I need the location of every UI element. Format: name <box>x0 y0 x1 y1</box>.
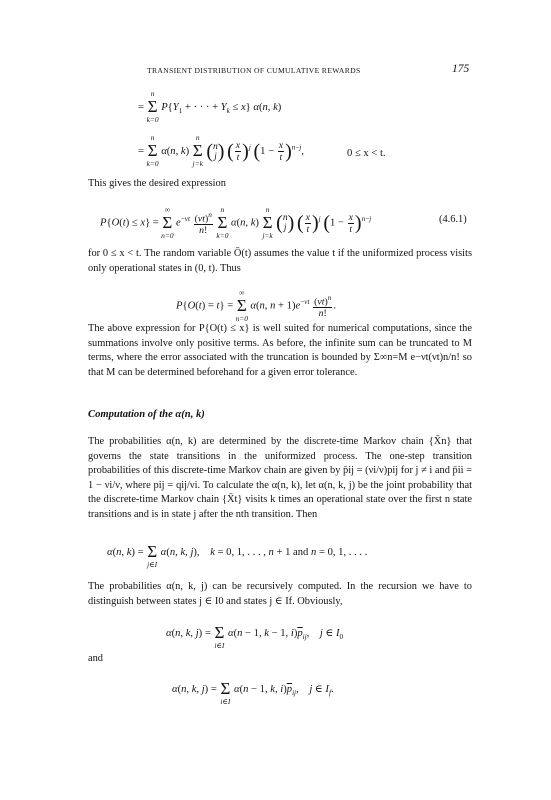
equation-condition: 0 ≤ x < t. <box>347 148 386 159</box>
equation-number: (4.6.1) <box>439 214 467 225</box>
equation-4-6-1: P{O(t) ≤ x} = Σ ∞ n=0 $e^{-\nu t}$ $\frac{(\nu t)^n}{n!}$ Σ n k=0 α(n, k) Σ n j=k (n j) ( $\frac{x}{t}$ )$^j$ (1 − $\frac{x}{t}$ )$^{n-j}$ <box>100 204 372 240</box>
paragraph-recursion: The probabilities α(n, k, j) can be recursively computed. In the recursion we have to distinguish between states j ∈ I0 and states j ∈ If. Obviously, <box>88 581 472 607</box>
page-number: 175 <box>452 63 470 75</box>
equation-recursion-i0: α(n, k, j) = Σ i∈I α(n − 1, k − 1, $i)\overline{p}_{ij}$, j ∈ $I_0$ <box>166 623 344 650</box>
paragraph-and: and <box>88 653 104 664</box>
equation-line-1: = Σ n k=0 $P\{Y_1$ + · · · + $Y_k \le x$} α(n, k) <box>138 89 282 124</box>
equation-line-2: = Σ n k=0 α(n, k) Σ n j=k (n j) ( $\frac{x}{t}$ )$^j$ (1 − $\frac{x}{t}$ )$^{n-j}$, <box>138 132 305 168</box>
paragraph-numerical-computations: The above expression for P{O(t) ≤ x} is well suited for numerical computations, since the summations involve only positive terms. As before, the infinite sum can be truncated to M terms, where the error associated with the truncation is bounded by Σ∞n=M e−νt(νt)n/n! so that M can be determined beforehand for a given error tolerance. <box>88 323 472 378</box>
equation-recursion-if: α(n, k, j) = Σ i∈I α(n − 1, k, $i)\overline{p}_{ij}$, j ∈ $I_f$. <box>172 679 334 706</box>
paragraph-random-variable: for 0 ≤ x < t. The random variable Ō(t) assumes the value t if the uniformized process visits only operational states in (0, t). Thus <box>88 248 472 274</box>
paragraph-probabilities-alpha: The probabilities α(n, k) are determined by the discrete-time Markov chain {X̄n} that governs the state transitions in the uniformized process. The one-step transition probabilities of this discrete-time Markov chain are given by p̄ij = (νi/ν)pij for j ≠ i and p̄ii = 1 − νi/ν, where pij = qij/νi. To calculate the α(n, k), let α(n, k, j) be the joint probability that the discrete-time Markov chain {X̄t} visits k times an operational state over the first n state transitions and is in state j after the nth transition. Then <box>88 436 472 520</box>
equation-alpha-sum: α(n, k) = Σ j∈I α(n, k, j), k = 0, 1, . . . , n + 1 and n = 0, 1, . . . . <box>107 542 368 569</box>
paragraph-desired-expression: This gives the desired expression <box>88 178 226 189</box>
running-head: TRANSIENT DISTRIBUTION OF CUMULATIVE REWARDS <box>147 66 361 75</box>
equation-ot-equals-t: P{O(t) = t} = Σ ∞ n=0 α(n, $n + 1)e^{-\nu t}$ $\frac{(\nu t)^n}{n!}$ . <box>176 287 336 323</box>
section-title: Computation of the α(n, k) <box>88 409 205 420</box>
sum-symbol: Σ n k=0 <box>146 89 159 124</box>
